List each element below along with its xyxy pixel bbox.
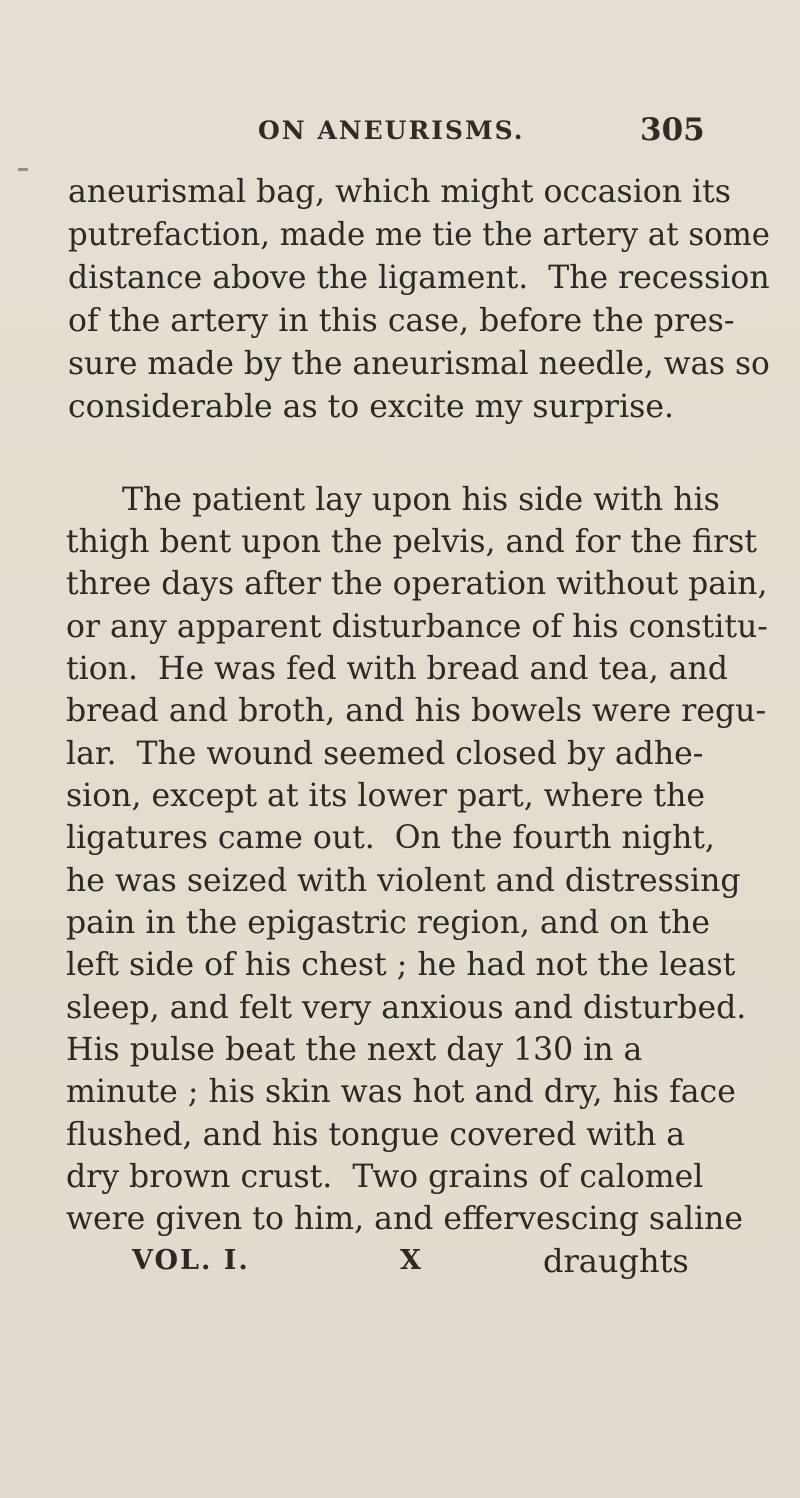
text-line: considerable as to excite my surprise. [68, 389, 675, 425]
text-line: minute ; his skin was hot and dry, his face [66, 1074, 736, 1110]
text-line: of the artery in this case, before the pres- [68, 303, 735, 339]
catchword: draughts [543, 1242, 689, 1280]
text-line: pain in the epigastric region, and on the [66, 905, 711, 941]
text-line: putrefaction, made me tie the artery at some [68, 217, 771, 253]
text-line: aneurismal bag, which might occasion its [68, 174, 731, 210]
text-line: bread and broth, and his bowels were regu- [66, 693, 767, 729]
page-speck [18, 168, 28, 171]
text-line: distance above the ligament. The recession [68, 260, 770, 296]
running-title: ON ANEURISMS. [258, 116, 525, 145]
text-line: flushed, and his tongue covered with a [66, 1117, 686, 1153]
text-line: dry brown crust. Two grains of calomel [66, 1159, 704, 1195]
text-line: left side of his chest ; he had not the least [66, 947, 736, 983]
signature-mark: X [400, 1245, 421, 1276]
text-line: he was seized with violent and distressing [66, 863, 741, 899]
page-header [0, 112, 800, 152]
text-line: three days after the operation without pain, [66, 566, 768, 602]
text-line: The patient lay upon his side with his [122, 482, 720, 518]
text-line: or any apparent disturbance of his constitu- [66, 609, 768, 645]
page-footer [0, 1241, 800, 1285]
text-line: sion, except at its lower part, where the [66, 778, 705, 814]
text-line: lar. The wound seemed closed by adhe- [66, 736, 704, 772]
text-line: thigh bent upon the pelvis, and for the first [66, 524, 757, 560]
text-line: tion. He was fed with bread and tea, and [66, 651, 728, 687]
text-line: His pulse beat the next day 130 in a [66, 1032, 643, 1068]
text-line: sleep, and felt very anxious and disturbed. [66, 990, 747, 1026]
volume-label: VOL. I. [132, 1245, 250, 1276]
text-line: were given to him, and effervescing saline [66, 1201, 743, 1237]
page-number: 305 [640, 112, 705, 148]
text-line: ligatures came out. On the fourth night, [66, 820, 715, 856]
text-line: sure made by the aneurismal needle, was so [68, 346, 770, 382]
